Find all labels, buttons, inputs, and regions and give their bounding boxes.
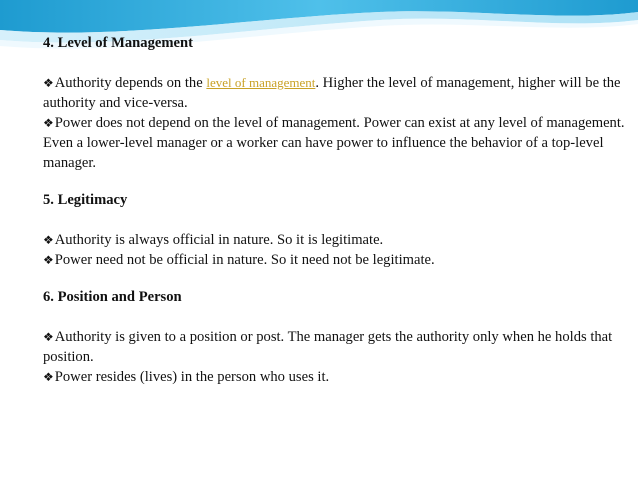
section-heading-position-and-person: 6. Position and Person (43, 289, 182, 305)
bullet-text: . Higher the level of management, higher will be the authority and vice-versa. (43, 75, 621, 111)
diamond-bullet-icon: ❖ (43, 76, 54, 90)
diamond-bullet-icon: ❖ (43, 253, 54, 267)
bullet-authority-position (43, 327, 633, 367)
bullet-text: Power need not be official in nature. So it need not be legitimate. (54, 252, 435, 268)
diamond-bullet-icon: ❖ (43, 330, 54, 344)
diamond-bullet-icon: ❖ (43, 370, 54, 384)
diamond-bullet-icon: ❖ (43, 116, 54, 130)
level-of-management-link[interactable]: level of management (206, 75, 316, 90)
bullet-power-person (43, 367, 633, 387)
bullet-text: Authority is given to a position or post. The manager gets the authority only when he holds that position. (43, 329, 613, 365)
bullet-text: Authority depends on the (54, 75, 207, 91)
section-heading-legitimacy: 5. Legitimacy (43, 192, 128, 208)
section-heading-level-of-management: 4. Level of Management (43, 35, 193, 51)
diamond-bullet-icon: ❖ (43, 233, 54, 247)
bullet-text: Power does not depend on the level of management. Power can exist at any level of management. Even a lower-level manager or a worker can have power to influence the behavior of a top-level manager. (43, 115, 625, 171)
bullet-power-legitimacy (43, 250, 633, 270)
bullet-text: Authority is always official in nature. So it is legitimate. (54, 232, 384, 248)
bullet-authority-legitimacy (43, 230, 633, 250)
bullet-authority-level (43, 73, 633, 113)
slide-content (43, 33, 633, 387)
bullet-power-level (43, 113, 633, 173)
bullet-text: Power resides (lives) in the person who uses it. (54, 369, 330, 385)
